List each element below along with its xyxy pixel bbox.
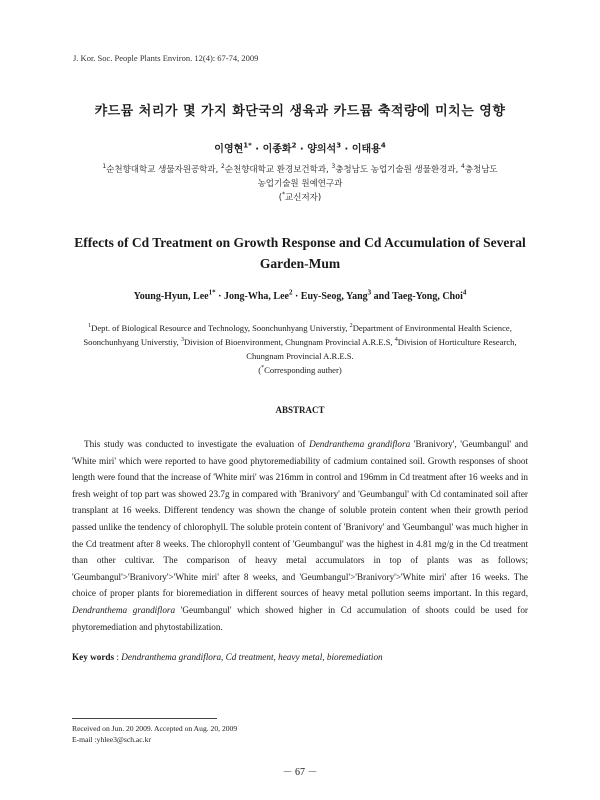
korean-affiliations: $^1$순천향대학교 생물자원공학과, $^2$순천향대학교 환경보건학과, $^3$충청남도 농업기술원 생물환경과, $^4$충청남도 농업기술원 원예연구과 (*교신저자) <box>102 163 498 203</box>
abstract-body <box>72 436 528 635</box>
kr-affil-2: 순천향대학교 환경보건학과, <box>224 165 332 175</box>
kr-author-4: 이태용 <box>351 144 381 155</box>
en-author-4-sup: 4 <box>462 288 467 297</box>
kr-affil-4b: 농업기술원 원예연구과 <box>257 179 343 189</box>
kr-author-4-sup: 4 <box>380 141 386 150</box>
affil-sup: 4 <box>460 163 465 171</box>
affil-sup: 1 <box>102 163 107 171</box>
corresponding-sup: * <box>282 191 286 199</box>
en-affil-1: Dept. of Biological Resource and Technology, Soonchunhyang Universtiy, <box>91 323 350 333</box>
en-author-3: Euy-Seog, Yang <box>300 291 368 302</box>
en-affil-4: Division of Horticulture Research, <box>397 337 517 347</box>
contact-email: E-mail :yhlee3@sch.ac.kr <box>72 735 151 744</box>
english-affiliations: $^1$Dept. of Biological Resource and Technology, Soonchunhyang Universtiy, $^2$Department of Environmental Health Science, Soonchunhyang Universtiy, $^3$Division of Bioenvironment, Chungnam Provincial A.R.E.S, $^4$Division of Horticulture Research, Chungnam Provincial A.R.E.S. (*Corresponding auther) <box>83 323 517 375</box>
abstract-part-3: 'Geumbangul' which showed higher in Cd accumulation of shoots could be used for phytoremediation and phytostabilization. <box>72 604 528 632</box>
en-author-4: Taeg-Yong, Choi <box>392 291 463 302</box>
keywords <box>72 652 528 662</box>
en-author-3-sup: 3 <box>367 288 372 297</box>
kr-affil-4a: 충청남도 <box>464 165 498 175</box>
affil-sup: 2 <box>349 323 353 330</box>
en-affil-3: Division of Bioenvironment, Chungnam Provincial A.R.E.S, <box>183 337 395 347</box>
kr-author-1: 이영현 <box>214 144 244 155</box>
affil-sup: 4 <box>394 337 398 344</box>
abstract-species-2: Dendranthema grandiflora <box>72 604 176 615</box>
journal-citation: J. Kor. Soc. People Plants Environ. 12(4): 67-74, 2009 <box>73 53 259 63</box>
korean-title: 캬드뮴 처리가 몇 가지 화단국의 생육과 카드뮴 축적량에 미치는 영향 <box>94 104 506 119</box>
en-author-1-sup: 1* <box>208 288 216 297</box>
english-authors: Young-Hyun, Lee$^{1*}$ · Jong-Wha, Lee$^2$ · Euy-Seog, Yang$^3$ and Taeg-Yong, Choi$^4$ <box>133 288 467 302</box>
affil-sup: 1 <box>88 323 92 330</box>
abstract-species: Dendranthema grandiflora <box>309 439 411 449</box>
kr-affil-1: 순천향대학교 생물자원공학과, <box>106 165 222 175</box>
footnote <box>72 723 237 745</box>
affil-sup: 2 <box>221 163 225 171</box>
en-author-1: Young-Hyun, Lee <box>133 291 209 302</box>
kr-author-2: 이종화 <box>262 144 292 155</box>
english-title <box>70 232 530 274</box>
kr-author-3-sup: 3 <box>336 141 342 150</box>
english-title-line1: Effects of Cd Treatment on Growth Response and Cd Accumulation of Several <box>74 235 526 250</box>
abstract-part-1: This study was conducted to investigate the evaluation of <box>84 439 310 449</box>
korean-authors <box>0 140 600 155</box>
affil-sup: 3 <box>180 337 184 344</box>
english-title-line2: Garden-Mum <box>259 256 341 271</box>
kr-author-2-sup: 2 <box>291 141 297 150</box>
keywords-text: Dendranthema grandiflora, Cd treatment, heavy metal, bioremediation <box>121 652 383 662</box>
en-corresponding: Corresponding auther <box>264 365 339 375</box>
keywords-separator: : <box>114 652 122 662</box>
abstract-part-2: 'Branivory', 'Geumbangul' and 'White miri' which were reported to have good phytoremediability of cadmium contained soil. Growth responses of shoot length were found that the increase of 'White miri' was 216mm in control and 196mm in Cd treatment after 16 weeks and in fresh weight of top part was showed 23.7g in compared with 'Branivory' and 'Geumbangul' with Cd contaminated soil after transplant at 16 weeks. Different tendency was shown the change of soluble protein content when their growth period passed unlike the tendency of chlorophyll. The soluble protein content of 'Branivory' and 'Geumbangul' was much higher in the Cd treatment after 8 weeks. The chlorophyll content of 'Geumbangul' was the highest in 4.81 mg/g in the Cd treatment than other cultivar. The comparison of heavy metal accumulators in top of plants was as follows; 'Geumbangul'>'Branivory'>'White miri' after 8 weeks, and 'Geumbangul'>'Branivory'>'White miri' after 16 weeks. The choice of proper plants for bioremediation in different sources of heavy metal pollution seems important. In this regard, <box>72 439 528 599</box>
corresponding-sup: * <box>261 365 265 372</box>
kr-author-3: 양의석 <box>307 144 337 155</box>
en-affil-2-cont: Soonchunhyang Universtiy, <box>83 337 181 347</box>
en-author-2-sup: 2 <box>288 288 293 297</box>
author-separator: · <box>296 144 308 155</box>
kr-corresponding: 교신저자 <box>285 193 318 203</box>
page-number: － 67 － <box>282 767 318 778</box>
author-separator: · <box>251 144 263 155</box>
kr-author-1-sup: 1* <box>243 141 252 150</box>
footnote-divider <box>72 718 217 719</box>
en-author-2: Jong-Wha, Lee <box>223 291 289 302</box>
kr-affil-3: 충청남도 농업기술원 생물환경과, <box>335 165 461 175</box>
keywords-label: Key words <box>72 652 115 662</box>
affil-sup: 3 <box>331 163 336 171</box>
en-affil-4-cont: Chungnam Provincial A.R.E.S. <box>246 351 354 361</box>
abstract-heading: ABSTRACT <box>275 405 325 415</box>
en-affil-2: Department of Environmental Health Science, <box>352 323 512 333</box>
author-separator: · <box>341 144 352 155</box>
received-date: Received on Jun. 20 2009. Accepted on Aug. 20, 2009 <box>72 724 238 733</box>
